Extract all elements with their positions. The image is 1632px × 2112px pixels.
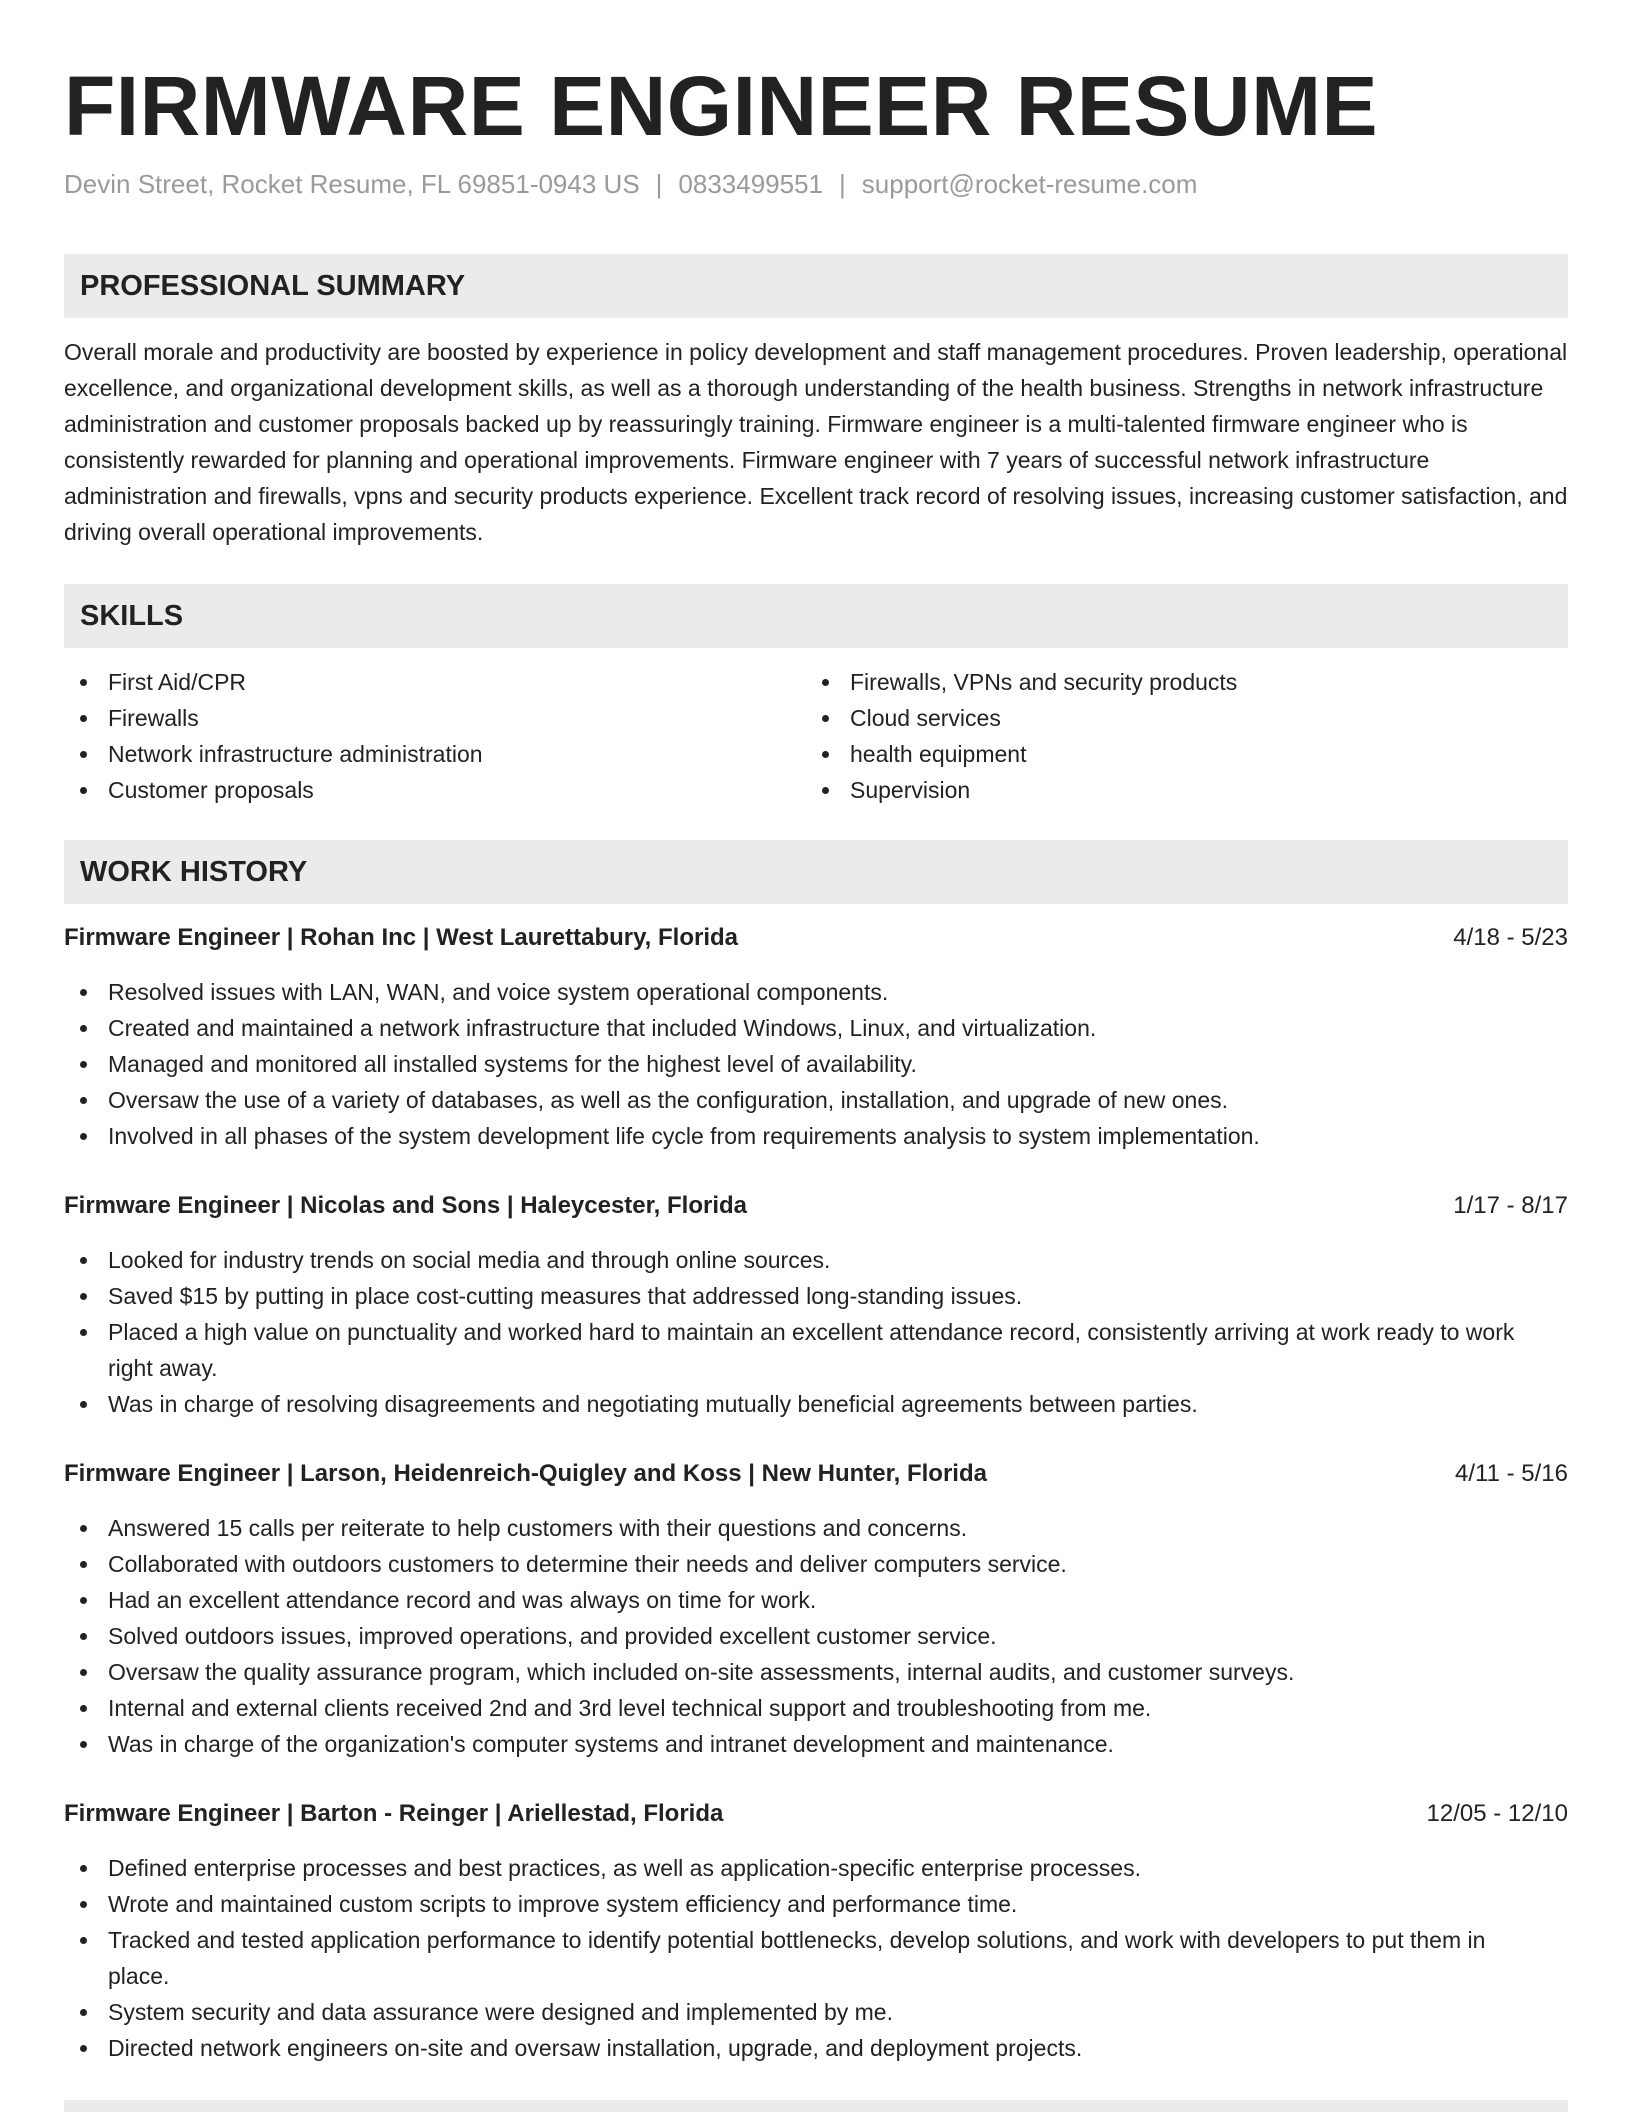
job-dates: 1/17 - 8/17: [1453, 1192, 1568, 1219]
resume-title: FIRMWARE ENGINEER RESUME: [64, 59, 1379, 153]
job-bullet: Tracked and tested application performance to identify potential bottlenecks, develop solutions, and work with developers to put them in place.: [64, 1922, 1568, 1994]
job-title: Firmware Engineer | Larson, Heidenreich-Quigley and Koss | New Hunter, Florida: [64, 1460, 987, 1487]
job-header: [64, 1796, 1568, 1838]
job-bullets: [64, 1510, 1568, 1762]
skill-item: health equipment: [806, 736, 1548, 772]
skill-item: Firewalls, VPNs and security products: [806, 664, 1548, 700]
skill-item: First Aid/CPR: [64, 664, 806, 700]
job-title: Firmware Engineer | Rohan Inc | West Laurettabury, Florida: [64, 924, 739, 951]
job-bullets: [64, 1242, 1568, 1422]
job-entry: [64, 1456, 1568, 1762]
job-dates: 12/05 - 12/10: [1426, 1800, 1568, 1827]
job-bullet: Directed network engineers on-site and oversaw installation, upgrade, and deployment projects.: [64, 2030, 1568, 2066]
work-history-heading: WORK HISTORY: [80, 856, 308, 888]
job-title: Firmware Engineer | Barton - Reinger | Ariellestad, Florida: [64, 1800, 724, 1827]
job-entry: [64, 1188, 1568, 1422]
skills-heading: SKILLS: [80, 600, 184, 632]
job-title: Firmware Engineer | Nicolas and Sons | Haleycester, Florida: [64, 1192, 748, 1219]
contact-separator: |: [655, 169, 663, 199]
job-bullet: Resolved issues with LAN, WAN, and voice system operational components.: [64, 974, 1568, 1010]
job-bullet: Collaborated with outdoors customers to determine their needs and deliver computers service.: [64, 1546, 1568, 1582]
skill-item: Cloud services: [806, 700, 1548, 736]
skills-column-right: [806, 664, 1548, 808]
job-bullet: System security and data assurance were designed and implemented by me.: [64, 1994, 1568, 2030]
job-bullet: Looked for industry trends on social media and through online sources.: [64, 1242, 1568, 1278]
job-dates: 4/18 - 5/23: [1453, 924, 1568, 951]
job-header: [64, 1456, 1568, 1498]
job-entry: [64, 920, 1568, 1154]
job-bullet: Managed and monitored all installed systems for the highest level of availability.: [64, 1046, 1568, 1082]
job-bullet: Was in charge of resolving disagreements and negotiating mutually beneficial agreements between parties.: [64, 1386, 1568, 1422]
job-bullet: Created and maintained a network infrastructure that included Windows, Linux, and virtualization.: [64, 1010, 1568, 1046]
job-bullets: [64, 974, 1568, 1154]
contact-address: Devin Street, Rocket Resume, FL 69851-0943 US: [64, 169, 640, 199]
job-bullet: Saved $15 by putting in place cost-cutting measures that addressed long-standing issues.: [64, 1278, 1568, 1314]
skill-item: Customer proposals: [64, 772, 806, 808]
skill-item: Supervision: [806, 772, 1548, 808]
skills-list: [64, 664, 1568, 808]
summary-section-header: [64, 254, 1568, 318]
job-bullet: Placed a high value on punctuality and worked hard to maintain an excellent attendance record, consistently arriving at work ready to work right away.: [64, 1314, 1568, 1386]
job-bullet: Internal and external clients received 2nd and 3rd level technical support and troubleshooting from me.: [64, 1690, 1568, 1726]
job-bullet: Answered 15 calls per reiterate to help customers with their questions and concerns.: [64, 1510, 1568, 1546]
skill-item: Network infrastructure administration: [64, 736, 806, 772]
job-bullet: Oversaw the use of a variety of databases, as well as the configuration, installation, and upgrade of new ones.: [64, 1082, 1568, 1118]
skill-item: Firewalls: [64, 700, 806, 736]
contact-phone: 0833499551: [678, 169, 824, 199]
job-bullet: Wrote and maintained custom scripts to improve system efficiency and performance time.: [64, 1886, 1568, 1922]
job-header: [64, 920, 1568, 962]
summary-heading: PROFESSIONAL SUMMARY: [80, 270, 466, 302]
job-bullet: Solved outdoors issues, improved operations, and provided excellent customer service.: [64, 1618, 1568, 1654]
job-bullet: Had an excellent attendance record and was always on time for work.: [64, 1582, 1568, 1618]
job-entry: [64, 1796, 1568, 2066]
resume-page: [64, 0, 1568, 2112]
job-bullet: Was in charge of the organization's computer systems and intranet development and maintenance.: [64, 1726, 1568, 1762]
job-dates: 4/11 - 5/16: [1455, 1460, 1568, 1487]
contact-separator: |: [839, 169, 846, 199]
summary-text: Overall morale and productivity are boosted by experience in policy development and staff management procedures. Proven leadership, operational excellence, and organizational development skills, as well as a thorough understanding of the health business. Strengths in network infrastructure administration and customer proposals backed up by reassuringly training. Firmware engineer is a multi-talented firmware engineer who is consistently rewarded for planning and operational improvements. Firmware engineer with 7 years of successful network infrastructure administration and firewalls, vpns and security products experience. Excellent track record of resolving issues, increasing customer satisfaction, and driving overall operational improvements.: [64, 339, 1568, 545]
skills-column-left: [64, 664, 806, 808]
work-history-section-header: [64, 840, 1568, 904]
job-bullet: Involved in all phases of the system development life cycle from requirements analysis to system implementation.: [64, 1118, 1568, 1154]
job-bullet: Defined enterprise processes and best practices, as well as application-specific enterprise processes.: [64, 1850, 1568, 1886]
contact-email: support@rocket-resume.com: [861, 169, 1198, 199]
job-header: [64, 1188, 1568, 1230]
contact-line: [64, 166, 1197, 202]
job-bullet: Oversaw the quality assurance program, which included on-site assessments, internal audits, and customer surveys.: [64, 1654, 1568, 1690]
skills-section-header: [64, 584, 1568, 648]
job-bullets: [64, 1850, 1568, 2066]
next-section-header-edge: [64, 2100, 1568, 2112]
